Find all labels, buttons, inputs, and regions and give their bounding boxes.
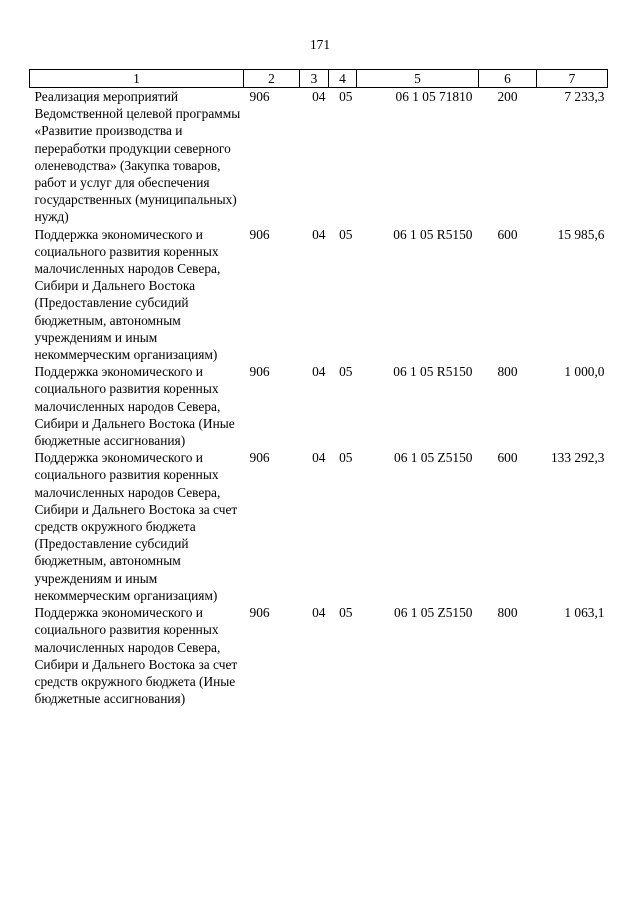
expense-name: Поддержка экономического и социального развития коренных малочисленных народов Севера, Сибири и Дальнего Востока (Предоставление субсидий бюджетным, автономным учреждениям и иным некоммерческим организациям) — [34, 226, 221, 363]
target-article-code: 06 1 05 71810 — [395, 89, 473, 104]
amount-value: 133 292,3 — [550, 450, 605, 466]
ministry-code: 906 — [249, 605, 270, 621]
column-header-4: 4 — [329, 70, 357, 88]
table-row — [30, 226, 608, 364]
section-code: 04 — [312, 450, 326, 466]
expense-type-code: 800 — [497, 364, 518, 380]
table-row — [30, 363, 608, 449]
column-header-2: 2 — [244, 70, 300, 88]
column-header-3: 3 — [300, 70, 329, 88]
target-article-code: 06 1 05 R5150 — [393, 226, 473, 242]
expense-name: Поддержка экономического и социального развития коренных малочисленных народов Севера, Сибири и Дальнего Востока за счет средств окружного бюджета (Предоставление субсидий бюджетным, автономным учреждениям и иным некоммерческим организациям) — [34, 450, 238, 603]
section-code: 04 — [312, 89, 326, 104]
amount-value: 1 000,0 — [564, 364, 605, 380]
budget-table — [29, 69, 608, 707]
column-header-6: 6 — [479, 70, 537, 88]
target-article-code: 06 1 05 Z5150 — [394, 605, 473, 621]
expense-type-code: 800 — [497, 605, 518, 621]
expense-name: Реализация мероприятий Ведомственной целевой программы «Развитие производства и переработки продукции северного оленеводства» (Закупка товаров, работ и услуг для обеспечения государственных (муниципальных) нужд) — [34, 89, 241, 225]
subsection-code: 05 — [339, 450, 353, 466]
subsection-code: 05 — [339, 364, 353, 380]
ministry-code: 906 — [249, 450, 270, 466]
amount-value: 7 233,3 — [564, 89, 605, 104]
subsection-code: 05 — [339, 89, 353, 104]
ministry-code: 906 — [249, 226, 270, 242]
target-article-code: 06 1 05 R5150 — [393, 364, 473, 380]
section-code: 04 — [312, 364, 326, 380]
expense-type-code: 600 — [497, 226, 518, 242]
subsection-code: 05 — [339, 605, 353, 621]
column-header-1: 1 — [30, 70, 244, 88]
ministry-code: 906 — [249, 89, 270, 104]
column-header-7: 7 — [537, 70, 608, 88]
expense-name: Поддержка экономического и социального развития коренных малочисленных народов Севера, Сибири и Дальнего Востока (Иные бюджетные ассигнования) — [34, 364, 235, 449]
column-header-5: 5 — [357, 70, 479, 88]
ministry-code: 906 — [249, 364, 270, 380]
section-code: 04 — [312, 226, 326, 242]
table-header-row — [30, 70, 608, 88]
subsection-code: 05 — [339, 226, 353, 242]
table-row — [30, 449, 608, 604]
expense-type-code: 600 — [497, 450, 518, 466]
expense-name: Поддержка экономического и социального развития коренных малочисленных народов Севера, Сибири и Дальнего Востока за счет средств окружного бюджета (Иные бюджетные ассигнования) — [34, 605, 238, 707]
target-article-code: 06 1 05 Z5150 — [394, 450, 473, 466]
section-code: 04 — [312, 605, 326, 621]
amount-value: 15 985,6 — [557, 226, 605, 242]
table-row — [30, 88, 608, 226]
table-row — [30, 604, 608, 707]
amount-value: 1 063,1 — [564, 605, 605, 621]
expense-type-code: 200 — [497, 89, 518, 104]
page-number: 171 — [309, 37, 331, 52]
